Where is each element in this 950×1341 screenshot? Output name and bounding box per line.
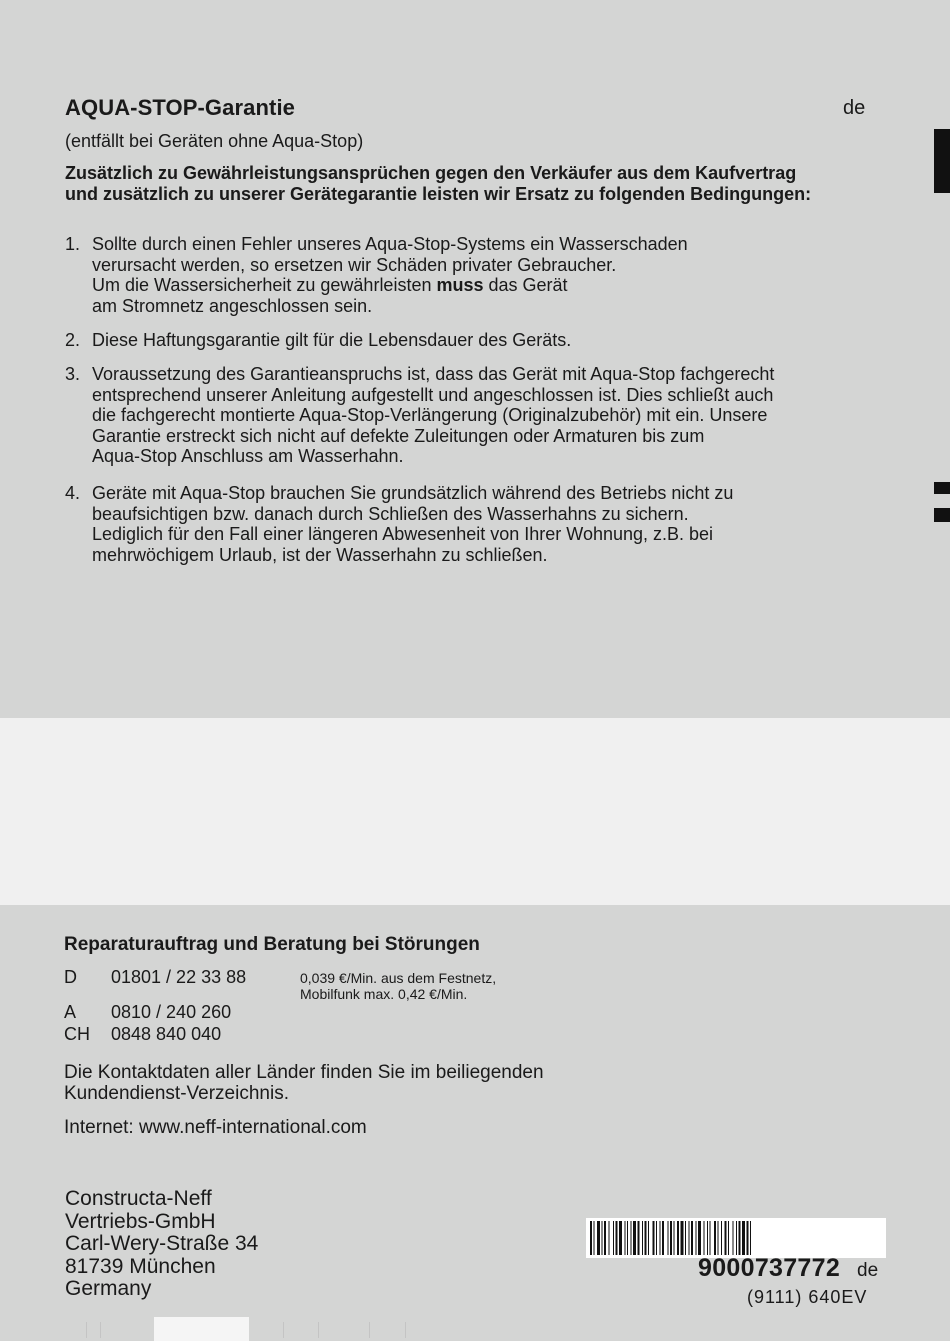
barcode-bar: [627, 1221, 628, 1255]
footer-tick: [86, 1322, 87, 1338]
intro-line: und zusätzlich zu unserer Gerätegarantie leisten wir Ersatz zu folgenden Bedingungen:: [65, 184, 812, 204]
contact-line: Kundendienst-Verzeichnis.: [64, 1083, 289, 1104]
barcode-bar: [594, 1221, 595, 1255]
barcode-number: 9000737772: [698, 1254, 841, 1282]
condition-line: Voraussetzung des Garantieanspruchs ist, dass das Gerät mit Aqua-Stop fachgerecht: [92, 364, 775, 384]
condition-text: [92, 364, 905, 467]
condition-line: [92, 275, 905, 296]
thumb-index-mark: [934, 129, 950, 193]
barcode-bar: [631, 1221, 632, 1255]
barcode-bar: [670, 1221, 672, 1255]
barcode-bar: [739, 1221, 741, 1255]
barcode-bar: [736, 1221, 737, 1255]
condition-line: verursacht werden, so ersetzen wir Schäden privater Gebraucher.: [92, 254, 617, 275]
barcode-bar: [691, 1221, 693, 1255]
barcode-language: de: [857, 1260, 879, 1281]
condition-line: am Stromnetz angeschlossen sein.: [92, 295, 373, 316]
footer-tick: [318, 1322, 319, 1338]
thumb-index-mark: [934, 482, 950, 494]
barcode-bar: [677, 1221, 679, 1255]
contact-note: [64, 1062, 544, 1104]
barcode-bar: [707, 1221, 708, 1255]
barcode-bar: [638, 1221, 640, 1255]
rate-line: Mobilfunk max. 0,42 €/Min.: [300, 986, 468, 1002]
barcode-bar: [674, 1221, 675, 1255]
barcode-bar: [747, 1221, 749, 1255]
condition-line: Garantie erstreckt sich nicht auf defekte Zuleitungen oder Armaturen bis zum: [92, 425, 705, 446]
footer-tick: [405, 1322, 406, 1338]
address-line: Vertriebs-GmbH: [65, 1209, 216, 1233]
barcode-bar: [696, 1221, 697, 1255]
condition-line: beaufsichtigen bzw. danach durch Schließen des Wasserhahns zu sichern.: [92, 503, 689, 524]
barcode-bar: [685, 1221, 686, 1255]
condition-line: Aqua-Stop Anschluss am Wasserhahn.: [92, 446, 404, 466]
phone-rate-note: [300, 970, 496, 1002]
condition-item-1: [65, 234, 905, 316]
page-title: AQUA-STOP-Garantie: [65, 95, 295, 120]
footer-tick: [100, 1322, 101, 1338]
barcode-bar: [642, 1221, 643, 1255]
intro-line: Zusätzlich zu Gewährleistungsansprüchen gegen den Verkäufer aus dem Kaufvertrag: [65, 163, 797, 183]
phone-number: 0848 840 040: [111, 1024, 222, 1044]
barcode-bar: [728, 1221, 729, 1255]
address-line: Germany: [65, 1277, 152, 1300]
barcode-bar: [742, 1221, 745, 1255]
barcode-bar: [733, 1221, 734, 1255]
condition-text: [92, 234, 905, 316]
footer-tick: [369, 1322, 370, 1338]
emphasis-muss: muss: [436, 275, 484, 295]
country-code: D: [64, 967, 77, 987]
internet-line: Internet: www.neff-international.com: [64, 1117, 367, 1138]
condition-line: Diese Haftungsgarantie gilt für die Lebensdauer des Geräts.: [92, 330, 572, 350]
barcode-bar: [725, 1221, 727, 1255]
contact-line: Die Kontaktdaten aller Länder finden Sie im beiliegenden: [64, 1062, 544, 1083]
condition-line: Geräte mit Aqua-Stop brauchen Sie grundsätzlich während des Betriebs nicht zu: [92, 483, 734, 503]
barcode-bar: [633, 1221, 636, 1255]
condition-number: 3.: [65, 364, 81, 384]
barcode-bar: [619, 1221, 622, 1255]
barcode-bar: [653, 1221, 655, 1255]
barcode-bar: [714, 1221, 716, 1255]
barcode-bar: [668, 1221, 669, 1255]
barcode-bar: [718, 1221, 719, 1255]
barcode-bar: [590, 1221, 592, 1255]
barcode-bar: [750, 1221, 751, 1255]
barcode-bar: [681, 1221, 684, 1255]
repair-section-title: Reparaturauftrag und Beratung bei Störungen: [64, 934, 480, 955]
phone-number: 0810 / 240 260: [111, 1002, 232, 1022]
barcode-code: (9111) 640EV: [747, 1287, 868, 1307]
company-address: [65, 1188, 258, 1301]
rate-line: 0,039 €/Min. aus dem Festnetz,: [300, 970, 497, 986]
barcode-bar: [645, 1221, 647, 1255]
barcode-bar: [660, 1221, 661, 1255]
address-line: 81739 München: [65, 1254, 216, 1278]
barcode-bar: [689, 1221, 690, 1255]
barcode-bar: [604, 1221, 606, 1255]
address-line: Constructa-Neff: [65, 1187, 212, 1210]
condition-number: 1.: [65, 234, 81, 254]
barcode-bars: [586, 1218, 886, 1258]
page-subtitle: (entfällt bei Geräten ohne Aqua-Stop): [65, 131, 364, 151]
condition-item-3: [65, 364, 905, 467]
barcode-bar: [648, 1221, 649, 1255]
condition-number: 4.: [65, 483, 81, 503]
barcode-bar: [597, 1221, 600, 1255]
barcode-bar: [616, 1221, 618, 1255]
condition-text: [92, 330, 905, 351]
condition-line-part: Um die Wassersicherheit zu gewährleisten: [92, 275, 437, 295]
footer-chip: [154, 1317, 249, 1341]
condition-item-2: [65, 330, 905, 351]
condition-line: mehrwöchigem Urlaub, ist der Wasserhahn zu schließen.: [92, 544, 548, 565]
barcode-bar: [625, 1221, 626, 1255]
country-code: CH: [64, 1024, 90, 1044]
barcode-bar: [662, 1221, 664, 1255]
condition-line: entsprechend unserer Anleitung aufgestellt und angeschlossen ist. Dies schließt auch: [92, 384, 774, 405]
barcode-bar: [698, 1221, 701, 1255]
barcode-bar: [613, 1221, 614, 1255]
thumb-index-mark: [934, 508, 950, 522]
blank-band: [0, 718, 950, 905]
barcode-bar: [602, 1221, 603, 1255]
barcode-bar: [710, 1221, 711, 1255]
condition-line: Lediglich für den Fall einer längeren Abwesenheit von Ihrer Wohnung, z.B. bei: [92, 524, 714, 544]
barcode-bar: [609, 1221, 610, 1255]
condition-line-part: das Gerät: [483, 275, 568, 295]
intro-text: [65, 163, 925, 205]
condition-item-4: [65, 483, 905, 565]
phone-number: 01801 / 22 33 88: [111, 967, 247, 987]
footer-tick: [283, 1322, 284, 1338]
barcode-bar: [721, 1221, 722, 1255]
condition-number: 2.: [65, 330, 81, 350]
barcode-bar: [656, 1221, 657, 1255]
barcode-bar: [704, 1221, 705, 1255]
country-code: A: [64, 1002, 77, 1022]
language-code: de: [843, 97, 866, 119]
barcode-image: [586, 1218, 886, 1258]
condition-line: die fachgerecht montierte Aqua-Stop-Verlängerung (Originalzubehör) mit ein. Unsere: [92, 405, 768, 425]
condition-text: [92, 483, 905, 565]
condition-line: Sollte durch einen Fehler unseres Aqua-Stop-Systems ein Wasserschaden: [92, 234, 688, 254]
address-line: Carl-Wery-Straße 34: [65, 1232, 259, 1255]
